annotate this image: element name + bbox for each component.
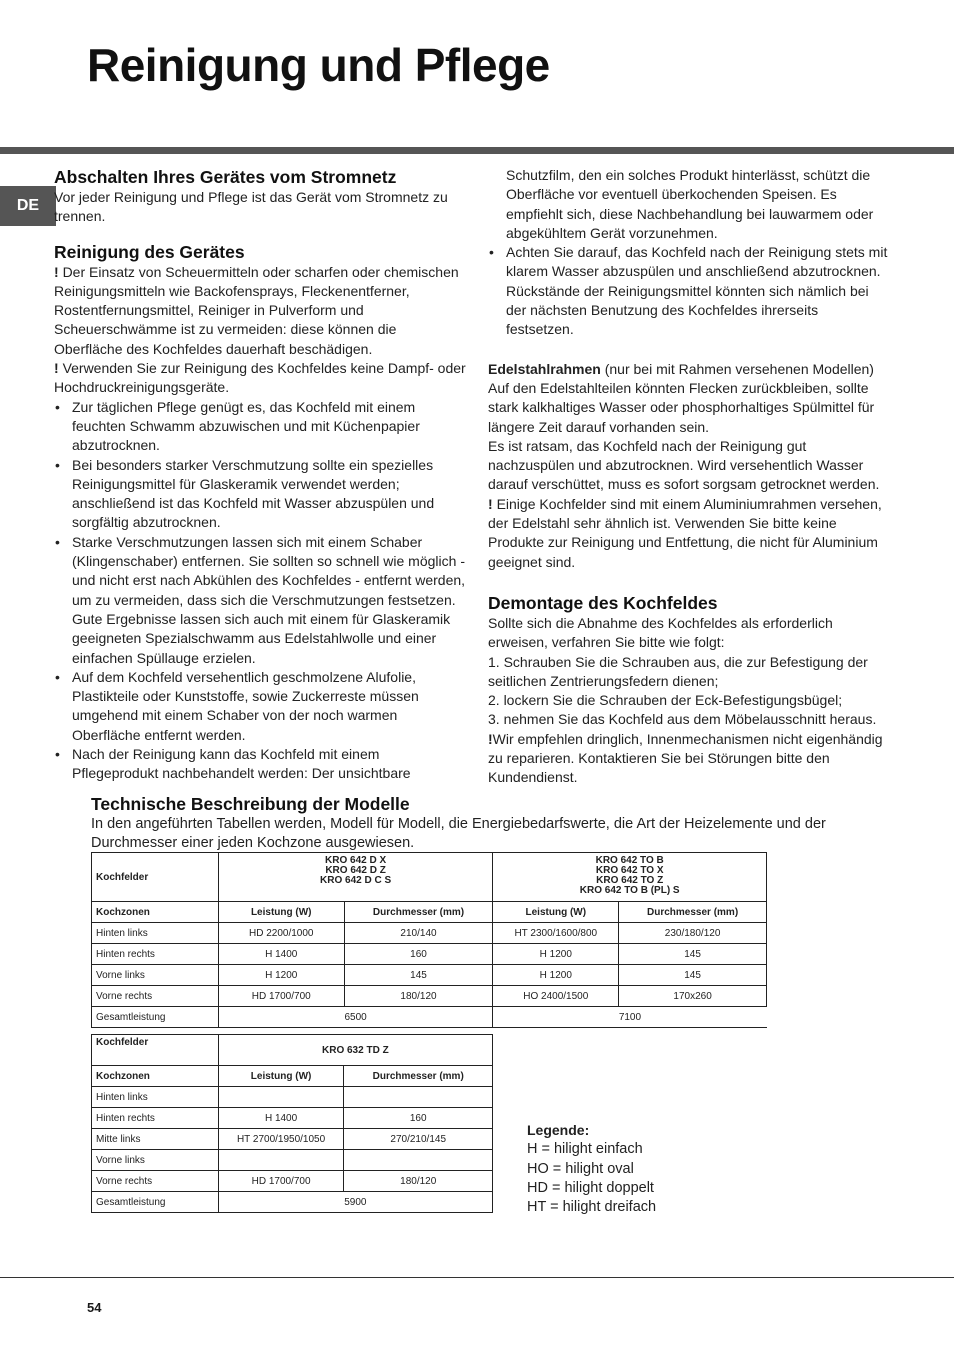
section-stainless: Edelstahlrahmen (nur bei mit Rahmen versehenen Modellen) (488, 360, 874, 377)
legend-item: HT = hilight dreifach (527, 1199, 657, 1216)
table-cell: HD 2200/1000 (218, 923, 344, 944)
total-cell: 5900 (218, 1192, 492, 1213)
table-cell (218, 1150, 344, 1171)
zone-cell: Mitte links (92, 1129, 219, 1150)
table-header-cell: Durchmesser (mm) (619, 902, 767, 923)
table-cell: 270/210/145 (344, 1129, 493, 1150)
step-item: 1. Schrauben Sie die Schrauben aus, die zur Befestigung der seitlichen Zentrierungsfedern dienen; (488, 653, 868, 689)
list-item: • Starke Verschmutzungen lassen sich mit einem Schaber (Klingenschaber) entfernen. Sie sollten so schnell wie möglich - und nicht erst nach Abkühlen des Kochfeldes - entfernt werden, um zu vermeiden, dass sich die Verschmutzungen festsetzen. Gute Ergebnisse lassen sich auch mit einem für Glaskeramik geeigneten Spezialschwamm aus Edelstahlwolle und einer einfachen Spüllauge erzielen. (54, 533, 466, 668)
section-text-disconnect: Vor jeder Reinigung und Pflege ist das Gerät vom Stromnetz zu trennen. (54, 189, 448, 225)
left-column (54, 166, 466, 784)
table-row (92, 1108, 493, 1129)
table-cell: H 1400 (218, 944, 344, 965)
warning-text: ! Der Einsatz von Scheuermitteln oder scharfen oder chemischen Reinigungsmitteln wie Backofensprays, Fleckenentferner, Rostentfernungsmittel, Reiniger in Pulverform und Scheuerschwämme ist zu vermeiden: diese können die Oberfläche des Kochfeldes dauerhaft beschädigen. (54, 263, 459, 357)
table-cell: 145 (344, 965, 493, 986)
language-tab: DE (0, 186, 56, 226)
table-row (92, 1087, 493, 1108)
table-cell: H 1200 (493, 944, 619, 965)
table-cell: 145 (619, 965, 767, 986)
section-heading-cleaning: Reinigung des Gerätes (54, 241, 245, 262)
specs-table-2 (91, 1034, 493, 1213)
list-item: • Bei besonders starker Verschmutzung sollte ein spezielles Reinigungsmittel für Glaskeramik verwendet werden; anschließend ist das Kochfeld mit Wasser abzuspülen und sorgfältig abzutrocknen. (54, 456, 466, 533)
table-row (92, 965, 767, 986)
specs-table-1 (91, 852, 767, 1028)
footer-rule (0, 1277, 954, 1278)
paragraph: Auf den Edelstahlteilen könnten Flecken zurückbleiben, sollte stark kalkhaltiges Wasser oder phosphorhaltiges Spülmittel für längere Zeit darauf vorhanden sein. (488, 379, 875, 435)
legend-item: H = hilight einfach (527, 1141, 643, 1158)
warning-text: ! Einige Kochfelder sind mit einem Aluminiumrahmen versehen, der Edelstahl sehr ähnlich ist. Verwenden Sie bitte keine Produkte zur Reinigung und Entfettung, die nicht für Aluminium geeignet sind. (488, 495, 882, 570)
table-cell: H 1400 (218, 1108, 344, 1129)
table-row (92, 1171, 493, 1192)
total-cell: 7100 (493, 1007, 767, 1028)
model-header: KRO 632 TD Z (218, 1035, 492, 1066)
table-row (92, 1129, 493, 1150)
model-header: KRO 642 D X KRO 642 D Z KRO 642 D C S (218, 853, 493, 902)
page-title: Reinigung und Pflege (87, 39, 550, 91)
table-cell: 230/180/120 (619, 923, 767, 944)
table-cell: 170x260 (619, 986, 767, 1007)
table-row (92, 902, 767, 923)
table-header-cell: Leistung (W) (493, 902, 619, 923)
warning-icon: ! (54, 263, 59, 280)
zone-cell: Hinten links (92, 923, 219, 944)
zone-cell: Hinten rechts (92, 944, 219, 965)
total-cell: 6500 (218, 1007, 493, 1028)
section-heading-dismantling: Demontage des Kochfeldes (488, 592, 718, 613)
table-row (92, 1035, 493, 1066)
step-item: 3. nehmen Sie das Kochfeld aus dem Möbelausschnitt heraus. (488, 711, 877, 728)
table-cell (344, 1150, 493, 1171)
cleaning-list-continued (488, 243, 888, 339)
table-cell: 145 (619, 944, 767, 965)
zone-cell: Hinten rechts (92, 1108, 219, 1129)
zone-cell: Vorne rechts (92, 1171, 219, 1192)
table-header-cell: Kochfelder (92, 853, 219, 902)
table-header-cell: Leistung (W) (218, 902, 344, 923)
list-item: • Zur täglichen Pflege genügt es, das Kochfeld mit einem feuchten Schwamm abzuwischen und mit Küchenpapier abzutrocknen. (54, 398, 466, 456)
table-row (92, 944, 767, 965)
section-heading-stainless: Edelstahlrahmen (488, 360, 601, 377)
total-label-cell: Gesamtleistung (92, 1192, 219, 1213)
table-row (92, 1066, 493, 1087)
table-cell: H 1200 (218, 965, 344, 986)
warning-text: ! Verwenden Sie zur Reinigung des Kochfeldes keine Dampf- oder Hochdruckreinigungsgeräte. (54, 360, 466, 396)
table-cell: 160 (344, 1108, 493, 1129)
table-cell: HD 1700/700 (218, 1171, 344, 1192)
table-header-cell: Durchmesser (mm) (344, 1066, 493, 1087)
list-item: • Auf dem Kochfeld versehentlich geschmolzene Alufolie, Plastikteile oder Kunststoffe, sowie Zuckerreste müssen umgehend mit einem Schaber von der noch warmen Oberfläche entfernt werden. (54, 668, 466, 745)
header-bar (0, 147, 954, 154)
table-row (92, 853, 767, 902)
model-header: KRO 642 TO B KRO 642 TO X KRO 642 TO Z KRO 642 TO B (PL) S (493, 853, 767, 902)
table-header-cell: Leistung (W) (218, 1066, 344, 1087)
paragraph: In den angeführten Tabellen werden, Modell für Modell, die Energiebedarfswerte, die Art der Heizelemente und der Durchmesser einer jeden Kochzone ausgewiesen. (91, 816, 826, 851)
table-header-cell: Kochfelder (92, 1035, 219, 1066)
legend-item: HO = hilight oval (527, 1160, 634, 1177)
list-item: • Nach der Reinigung kann das Kochfeld mit einem Pflegeprodukt nachbehandelt werden: Der unsichtbare (54, 745, 466, 784)
warning-icon: ! (488, 495, 493, 512)
tech-section (91, 793, 891, 853)
total-label-cell: Gesamtleistung (92, 1007, 219, 1028)
table-cell: 180/120 (344, 1171, 493, 1192)
list-item: • Achten Sie darauf, das Kochfeld nach der Reinigung stets mit klarem Wasser abzuspülen und anschließend abzutrocknen. Rückstände der Reinigungsmittel könnten sich nämlich bei der nächsten Benutzung des Kochfeldes ihrerseits festsetzen. (488, 243, 888, 339)
table-row (92, 1192, 493, 1213)
section-heading-tech: Technische Beschreibung der Modelle (91, 794, 410, 814)
warning-text: !Wir empfehlen dringlich, Innenmechanismen nicht eigenhändig zu reparieren. Kontaktieren Sie bei Störungen bitte den Kundendienst. (488, 730, 883, 786)
paragraph: Sollte sich die Abnahme des Kochfeldes als erforderlich erweisen, verfahren Sie bitte wie folgt: (488, 614, 833, 651)
table-cell (344, 1087, 493, 1108)
right-column (488, 166, 888, 788)
warning-icon: ! (54, 360, 59, 377)
warning-icon: ! (488, 730, 493, 747)
table-cell: HO 2400/1500 (493, 986, 619, 1007)
legend (527, 1121, 656, 1217)
table-cell: HT 2300/1600/800 (493, 923, 619, 944)
paragraph: Es ist ratsam, das Kochfeld nach der Reinigung gut nachzuspülen und abzutrocknen. Wird versehentlich Wasser darauf verschüttet, muss es sofort sorgsam getrocknet werden. (488, 437, 880, 493)
zone-cell: Vorne links (92, 1150, 219, 1171)
cleaning-list (54, 398, 466, 784)
table-cell: 160 (344, 944, 493, 965)
page-number: 54 (87, 1300, 102, 1315)
legend-title: Legende: (527, 1122, 590, 1138)
table-cell: 210/140 (344, 923, 493, 944)
zone-cell: Vorne rechts (92, 986, 219, 1007)
zone-cell: Hinten links (92, 1087, 219, 1108)
table-cell: HT 2700/1950/1050 (218, 1129, 344, 1150)
list-item-continued: Schutzfilm, den ein solches Produkt hinterlässt, schützt die Oberfläche vor eventuell überkochenden Speisen. Es empfiehlt sich, diese Nachbehandlung bei lauwarmem oder abgekühltem Gerät vorzunehmen. (506, 167, 874, 241)
table-cell (218, 1087, 344, 1108)
table-header-cell: Kochzonen (92, 902, 219, 923)
zone-cell: Vorne links (92, 965, 219, 986)
table-cell: H 1200 (493, 965, 619, 986)
table-cell: HD 1700/700 (218, 986, 344, 1007)
legend-item: HD = hilight doppelt (527, 1179, 654, 1196)
table-cell: 180/120 (344, 986, 493, 1007)
table-row (92, 1007, 767, 1028)
table-row (92, 986, 767, 1007)
table-row (92, 923, 767, 944)
step-item: 2. lockern Sie die Schrauben der Eck-Befestigungsbügel; (488, 692, 843, 709)
table-row (92, 1150, 493, 1171)
table-header-cell: Durchmesser (mm) (344, 902, 493, 923)
section-heading-disconnect: Abschalten Ihres Gerätes vom Stromnetz (54, 167, 397, 187)
table-header-cell: Kochzonen (92, 1066, 219, 1087)
